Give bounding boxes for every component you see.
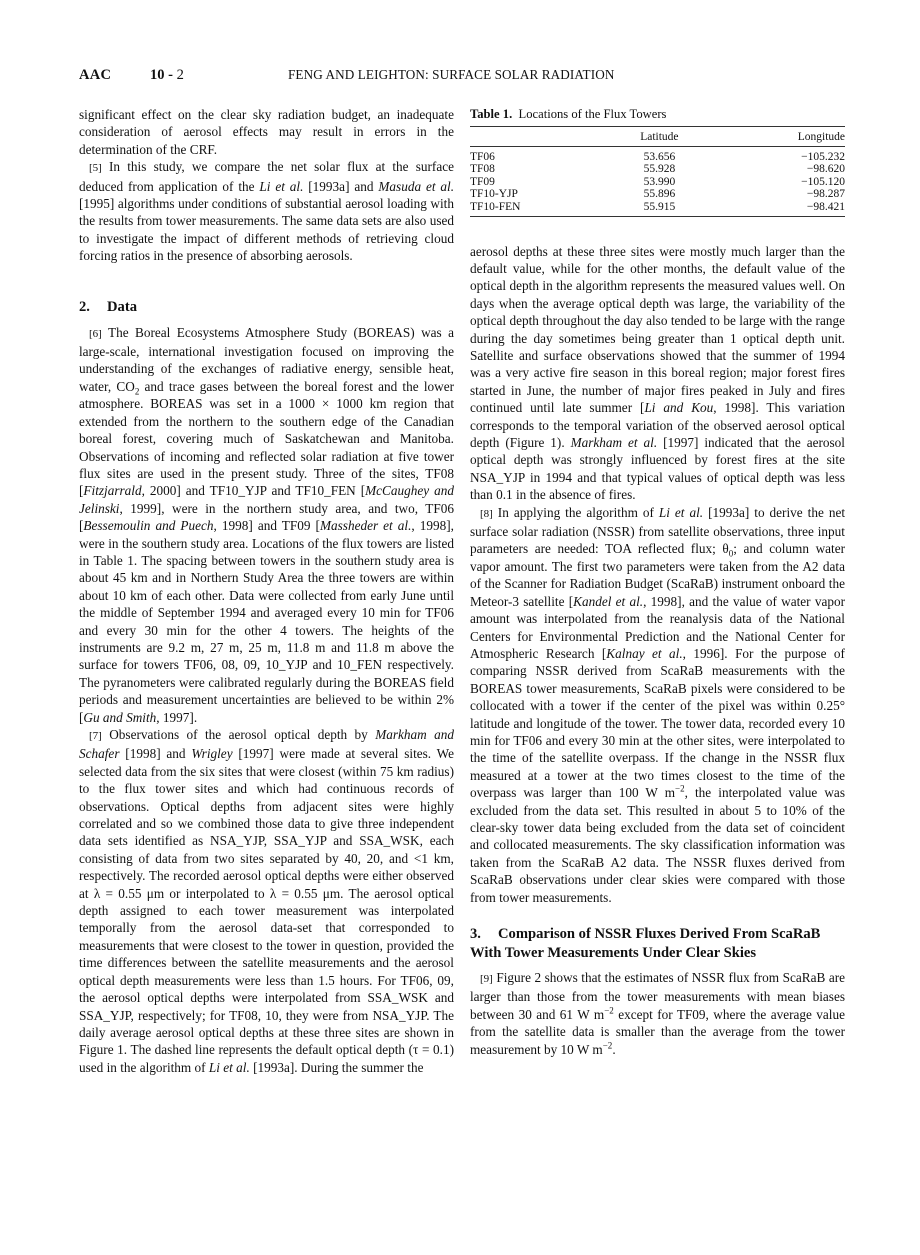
cell-latitude: 53.656: [643, 150, 676, 163]
paragraph-5: [79, 158, 454, 264]
table-row: [470, 146, 845, 163]
column-header-longitude: Longitude: [721, 127, 845, 147]
subscript: 2: [134, 386, 140, 397]
table-row: [470, 188, 845, 201]
citation: Li et al.: [658, 504, 704, 520]
text-run: .: [612, 1041, 616, 1057]
table-header-row: [470, 127, 845, 147]
citation: Bessemoulin and Puech: [83, 518, 214, 534]
citation: McCaughey and Jelinski: [79, 483, 454, 516]
text-run: , 1998], were in the southern study area. Locations of the flux towers are listed in Table 1. The spacing between towers in the southern study area is about 45 km and in Northern Study Area the three towers are within about 10 km of each other. Data were collected from early June until the middle of September 1994 and averaged every 10 min for TF06 and every 30 min for the other 4 towers. The heights of the instruments are 9.2 m, 27 m, 25 m, 11.8 m and 11.8 m above the surface for towers TF06, 08, 09, 10_YJP and 10_FEN respectively. The pyranometers were calibrated regularly during the BOREAS field periods and measurement uncertainties are believed to be within 2% [: [79, 518, 454, 725]
section-number: 3.: [470, 926, 481, 942]
cell-site: TF08: [470, 163, 495, 176]
section-heading-comparison: [470, 925, 845, 963]
section-number: 2.: [79, 298, 90, 315]
left-column: [79, 106, 454, 1076]
column-header-site: [470, 127, 598, 147]
citation: Li et al.: [208, 1059, 250, 1075]
text-run: except for TF09, where the average value from the satellite data is smaller than the average from the tower measurement by 10 W m: [470, 1006, 845, 1057]
citation: Markham et al.: [570, 435, 658, 451]
cell-longitude: −105.232: [801, 150, 845, 163]
table-caption: [470, 106, 845, 122]
paragraph-number: [6]: [89, 327, 102, 340]
subscript: 0: [728, 549, 734, 560]
citation: Masuda et al.: [378, 178, 455, 194]
text-run: [1997] indicated that the aerosol optical depth was strongly influenced by forest fires at the site NSA_YJP in 1994 and that typical values of optical depth was less than 0.1 in the absence of fires.: [470, 435, 845, 503]
citation: Wrigley: [191, 746, 233, 762]
paragraph-continued-right: [470, 243, 845, 504]
paragraph-continued: significant effect on the clear sky radiation budget, an inadequate consideration of aerosol effects may result in errors in the determination of the CRF.: [79, 107, 454, 157]
paragraph-9: [470, 969, 845, 1058]
paragraph-8: [470, 504, 845, 906]
paragraph-number: [9]: [480, 973, 493, 985]
text-run: , 1997].: [156, 709, 198, 725]
journal-abbrev: AAC: [79, 67, 112, 83]
text-run: and trace gases between the boreal forest and the lower atmosphere. BOREAS was set in a 1000 × 1000 km region that extended from the northern to the southern edge of the Canadian boreal forest, covering much of Saskatchewan and Manitoba. Observations of incoming and reflected solar radiation at five tower flux sites are used in the present study. Three of the sites, TF08 [: [79, 378, 454, 499]
cell-longitude: −98.287: [806, 188, 845, 201]
text-run: , the interpolated value was excluded from the data set. This resulted in about 5 to 10% of the clear-sky tower data being excluded from the data set of coincident and collocated measurements. The sky classification information was taken from the ScaRaB A2 data. The NSSR fluxes derived from ScaRaB observations under clear skies were compared with those from tower measurements.: [470, 785, 845, 905]
citation: Kalnay et al.: [606, 645, 683, 661]
cell-site: TF10-FEN: [470, 201, 598, 216]
citation: Li et al.: [259, 178, 304, 194]
cell-latitude: 53.990: [643, 175, 676, 188]
paragraph-number: [5]: [89, 162, 102, 175]
text-run: , 2000] and TF10_YJP and TF10_FEN [: [141, 483, 366, 499]
text-run: [1995] algorithms under conditions of substantial aerosol loading with the results from tower measurements. The same data sets are also used to investigate the impact of different methods of retrieving cloud forcing ratios in the presence of absorbing aerosols.: [79, 196, 454, 264]
citation: Kandel et al.: [573, 593, 644, 609]
section-heading-data: [79, 298, 454, 317]
text-run: , 1996]. For the purpose of comparing NSSR derived from ScaRaB measurements with the BOREAS tower measurements, ScaRaB pixels were considered to be collocated with a tower if the center of the pixel was within 0.25° latitude and longitude of the tower. The tower data, recorded every 10 min for TF06 and every 30 min at the other sites, were interpolated to the time of the satellite overpass. If the change in the NSSR flux measured at a tower at the two times closest to the time of the overpass was larger than 100 W m: [470, 645, 845, 801]
running-title: FENG AND LEIGHTON: SURFACE SOLAR RADIATION: [288, 67, 615, 82]
section-title: Data: [107, 298, 137, 315]
page-number: [150, 64, 184, 86]
text-run: , 1998]. This variation corresponds to the temporal variation of the observed aerosol optical depth (Figure 1).: [470, 400, 845, 451]
paragraph-7: [79, 726, 454, 1076]
running-header: [79, 64, 849, 86]
text-run: Observations of the aerosol optical depth by: [101, 727, 376, 742]
text-run: [1998] and: [119, 746, 192, 762]
cell-longitude: −105.120: [801, 175, 845, 188]
text-run: , 1998], and the value of water vapor amount was interpolated from the reanalysis data of the National Centers for Environmental Prediction and the National Center for Atmospheric Research [: [470, 593, 845, 661]
paragraph-number: [7]: [89, 730, 102, 742]
cell-site: TF06: [470, 150, 495, 163]
cell-site: TF09: [470, 175, 495, 188]
text-run: ; and column water vapor amount. The first two parameters were taken from the A2 data of the Scanner for Radiation Budget (ScaRaB) instrument onboard the Meteor-3 satellite [: [470, 541, 845, 609]
cell-latitude: 55.896: [643, 188, 676, 201]
superscript: −2: [604, 1005, 614, 1016]
page-number-value: 2: [176, 67, 184, 83]
column-header-latitude: Latitude: [598, 127, 722, 147]
cell-latitude: 55.928: [643, 163, 676, 176]
text-run: , 1999], were in the northern study area, and two, TF06 [: [79, 500, 454, 534]
text-run: In this study, we compare the net solar flux at the surface deduced from application of the: [79, 159, 454, 194]
text-run: [1993a] to derive the net surface solar radiation (NSSR) from satellite observations, three input parameters are needed: TOA reflected flux; θ: [470, 504, 846, 557]
flux-tower-table: [470, 126, 845, 217]
text-run: Figure 2 shows that the estimates of NSSR flux from ScaRaB are larger than those from the tower measurements with mean biases between 30 and 61 W m: [470, 970, 845, 1022]
paragraph-number: [8]: [480, 507, 493, 520]
cell-latitude: 55.915: [598, 201, 722, 216]
text-run: , 1998] and TF09 [: [213, 518, 320, 534]
superscript: −2: [675, 783, 685, 794]
text-run: aerosol depths at these three sites were mostly much larger than the default value, while for the other months, the default value of the optical depth in the algorithm represents the measured values well. On days when the average optical depth was large, the variability of the optical depth throughout the day also tended to be large with the range during the day sometimes being greater than 1 optical depth unit. Satellite and surface observations showed that the summer of 1994 was a very active fire season in this boreal region; major forest fires started in June, the number of major fires peaked in July and fires continued until late summer [: [470, 243, 845, 416]
table-label: Table 1.: [470, 107, 513, 121]
paragraph-6: [79, 324, 454, 726]
table-row: [470, 201, 845, 216]
page-number-prefix: 10 -: [150, 67, 173, 83]
cell-longitude: −98.421: [721, 201, 845, 216]
citation: Gu and Smith: [83, 709, 157, 725]
right-column: [470, 106, 845, 1058]
citation: Fitzjarrald: [83, 483, 142, 499]
table-row: [470, 163, 845, 176]
citation: Massheder et al.: [319, 518, 412, 534]
cell-longitude: −98.620: [806, 163, 845, 176]
section-title: Comparison of NSSR Fluxes Derived From ScaRaB With Tower Measurements Under Clear Skies: [470, 926, 821, 961]
table-row: [470, 176, 845, 189]
superscript: −2: [602, 1040, 613, 1051]
text-run: The Boreal Ecosystems Atmosphere Study (BOREAS) was a large-scale, international investigation focused on improving the understanding of the exchanges of radiative energy, sensible heat, water, CO: [79, 324, 454, 394]
table-title: Locations of the Flux Towers: [518, 107, 667, 121]
cell-site: TF10-YJP: [470, 188, 518, 201]
citation: Markham and Schafer: [79, 727, 454, 762]
citation: Li and Kou: [644, 400, 714, 416]
text-run: In applying the algorithm of: [492, 504, 659, 520]
text-run: [1993a]. During the summer the: [249, 1059, 424, 1075]
text-run: [1997] were made at several sites. We selected data from the six sites that were closest (within 75 km radius) to the flux tower sites and which had continuous records of observations. Optical depths from adjacent sites were highly correlated and so we combined those data to give three independent data sets identified as NSA_YJP, SSA_YJP and SSA_WSK, each consisting of data from two sites separated by 40, 20, and <1 km, respectively. The recorded aerosol optical depths were either observed at λ = 0.55 μm or interpolated to λ = 0.55 μm. The aerosol optical depth assigned to each tower measurement was interpolated temporally from the aerosol data-set that corresponded to measurements that were closest to the tower in question, provided the time differences between the satellite measurements and the aerosol optical depth measurements were less than 1.5 hours. For TF06, 09, the aerosol optical depths were interpolated from SSA_WSK and SSA_YJP, respectively; for TF08, 10, they were from NSA_YJP. The daily average aerosol optical depths at these three sites are shown in Figure 1. The dashed line represents the default optical depth (τ = 0.1) used in the algorithm of: [79, 746, 454, 1075]
text-run: [1993a] and: [303, 178, 379, 194]
